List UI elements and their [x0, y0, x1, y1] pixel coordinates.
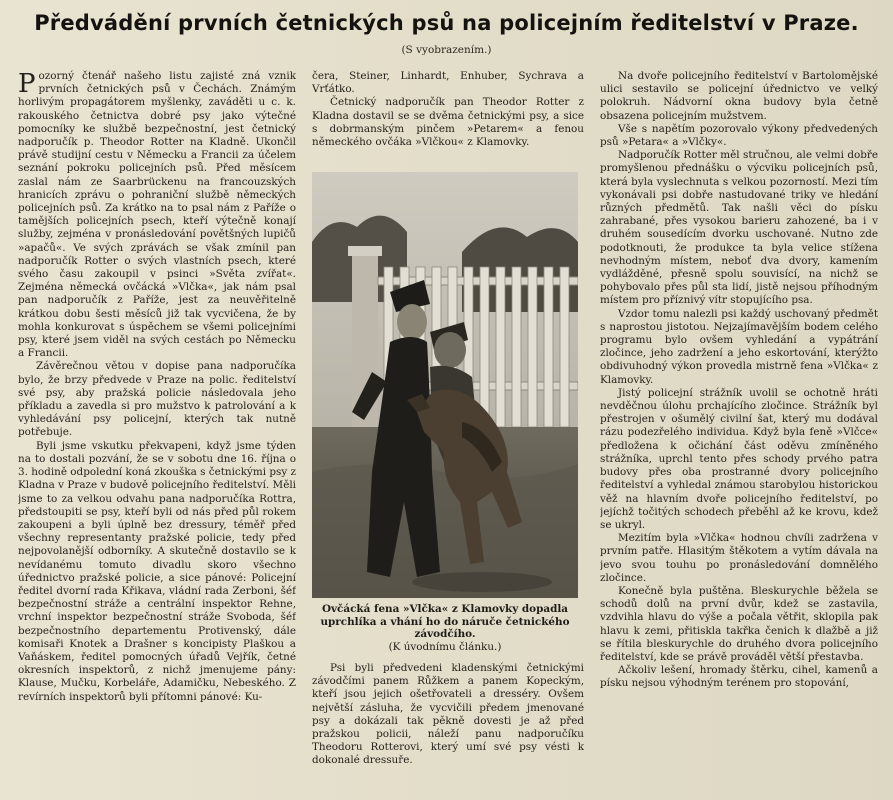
photo-caption: [312, 603, 578, 653]
paragraph: Psi byli předvedeni kladenskými četnickými závodčími panem Růžkem a panem Kopeckým, kteří jsou jejich ošetřovateli a dresséry. Ovšem největší zásluha, že vycvičili předem jmenované psy a dokázali tak pěkně dovesti je až před pražskou policii, náleží panu nadporučíku Theodoru Rotterovi, který umí své psy vésti k dokonalé dressuře.: [312, 662, 584, 767]
paragraph: Pozorný čtenář našeho listu zajisté zná vznik prvních četnických psů v Čechách. Známým horlivým propagátorem myšlenky, zaváděti u c. k. rakouského četnictva dobré psy jako výtečné pomocníky ke službě bezpečnostní, jest četnický nadporučík p. Theodor Rotter na Kladně. Ukončil právě studijní cestu v Německu a Francii za účelem seznání pokroku policejních psů. Před měsícem zaslal nám ze Saarbrückenu na francouzských hranicích zprávu o pohraniční službě německých policejních psů. Za krátko na to psal nám z Paříže o tamějších policejních psech, kteří výtečně konají služby, zejména v pronásledování povětšných lupičů »apačů«. Ve svých zprávách se však zmínil pan nadporučík Rotter o svých vlastních psech, které svého času zakoupil v psinci »Světa zvířat«. Zejména německá ovčácká »Vlčka«, jak nám psal pan nadporučík z Paříže, jest za neuvěřitelně krátkou dobu šesti měsíců již tak vycvičena, že by mohla konkurovat s úspěchem se všemi policejními psy, které jsem viděl na svých cestách po Německu a Francii.: [18, 70, 296, 360]
column-2-top: [312, 70, 584, 170]
paragraph: Byli jsme vskutku překvapeni, když jsme týden na to dostali pozvání, že se v sobotu dne 16. října o 3. hodině odpolední koná zkouška s četnickými psy z Kladna v Praze v budově policejního ředitelství. Měli jsme to za velkou odvahu pana nadporučíka Rottra, předstoupiti se psy, kteří byli od nás před půl rokem zakoupeni a byli úplně bez dressury, téměř před všechny representanty pražské policie, tedy před nejpovolanější odborníky. A skutečně dostavilo se k nevídanému tomuto divadlu skoro všechno úřednictvo pražské policie, a sice pánové: Policejní ředitel dvorní rada Křikava, vládní rada Zerboni, šéf bezpečnostní stráže a centrální inspektor Rehne, vrchní inspektor bezpečnostní stráže Svoboda, šéf bezpečnostního departementu Protivenský, dále komisaři Knotek a Drašner s koncipisty Plaškou a Vaňáskem, ředitel pomocných úřadů Vejřík, četné okresních inspektorů, z nichž jmenujeme pány: Klause, Mučku, Korbeláře, Adamičku, Nebeského. Z revírních inspektorů byli přítomni pánové: Ku-: [18, 439, 296, 703]
paragraph: Vzdor tomu nalezli psi každý uschovaný předmět s naprostou jistotou. Nejzajímavějším bodem celého programu bylo ovšem vyhledání a vypátrání zločince, jeho zadržení a jeho eskortování, kterýžto obdivuhodný výkon provedla mistrně fena »Vlčka« z Klamovky.: [600, 307, 878, 386]
paragraph: Četnický nadporučík pan Theodor Rotter z Kladna dostavil se se dvěma četnickými psy, a sice s dobrmanským pinčem »Petarem« a fenou německého ovčáka »Vlčkou« z Klamovky.: [312, 96, 584, 149]
article-title: Předvádění prvních četnických psů na policejním ředitelství v Praze.: [34, 11, 859, 35]
drop-cap: P: [18, 70, 36, 99]
paragraph: Mezitím byla »Vlčka« hodnou chvíli zadržena v prvním patře. Hlasitým štěkotem a vytím dávala na jevo svou touhu po pronásledování domnělého zločince.: [600, 532, 878, 584]
column-1: [18, 70, 296, 795]
caption-note: (K úvodnímu článku.): [388, 640, 502, 653]
photo-dog-and-officers: [312, 172, 578, 598]
paragraph: Na dvoře policejního ředitelství v Bartolomějské ulici sestavilo se policejní úřednictvo ve velký polokruh. Nádvorní okna budovy byla četně obsazena policejním mužstvem.: [600, 70, 878, 122]
paragraph: Vše s napětím pozorovalo výkony předvedených psů »Petara« a »Vlčky«.: [600, 122, 878, 149]
paragraph: Nadporučík Rotter měl stručnou, ale velmi dobře promyšlenou přednášku o výcviku policejních psů, která byla vyslechnuta s velkou pozorností. Mezi tím vykonávali psi dobře nastudované triky ve hledání různých předmětů. Tak našli věci do písku zahrabané, přes vysokou barieru zahozené, ba i v druhém sousedícím dvorku uschované. Nutno zde podotknouti, že produkce ta byla velice stížena nevhodným místem, neboť dva dvory, kamením vydlážděné, přesně spolu souvisící, na nichž se pohybovalo přes půl sta lidí, jistě nejsou příhodným místem pro příznivý vítr stopujícího psa.: [600, 149, 878, 307]
paragraph: Jistý policejní strážník uvolil se ochotně hráti nevděčnou úlohu prchajícího zločince. Strážník byl přestrojen v ošumělý civilní šat, který mu dodával rázu podezřelého individua. Když byla feně »Vlčce« předložena k očichání část oděvu zmíněného strážníka, uprchl tento přes schody prvého patra budovy přes oba prostranné dvory policejního ředitelství a vyhledal známou starobylou historickou věž na hlavním dvoře policejního ředitelství, po jejíchž točitých schodech přeběhl až ke krovu, kdež se ukryl.: [600, 386, 878, 531]
paragraph: čera, Steiner, Linhardt, Enhuber, Sychrava a Vrťátko.: [312, 70, 584, 96]
paragraph: Závěrečnou větou v dopise pana nadporučíka bylo, že brzy předvede v Praze na polic. ředitelství své psy, aby pražská policie následovala jeho příkladu a zavedla si pro mužstvo k patrolování a k vyhledávání psy policejní, kterých tak nutně potřebuje.: [18, 360, 296, 439]
column-3: [600, 70, 878, 795]
article-subtitle: (S vyobrazením.): [401, 44, 492, 56]
paragraph: Konečně byla puštěna. Bleskurychle běžela se schodů dolů na první dvůr, kdež se zastavila, vzdvihla hlavu do výše a počala větřit, sklopila pak hlavu k zemi, přitiskla takřka čenich k dlažbě a již se řítila bleskurychle do druhého dvora policejního ředitelství, kde se právě prováděl větší přestavba.: [600, 584, 878, 663]
caption-text: Ovčácká fena »Vlčka« z Klamovky dopadla uprchlíka a vhání ho do náruče četnického závodčího.: [320, 603, 570, 640]
column-2-bottom: [312, 662, 584, 792]
photo-illustration: [312, 172, 578, 598]
paragraph: Ačkoliv lešení, hromady štěrku, cihel, kamenů a písku nejsou výhodným terénem pro stopování,: [600, 664, 878, 690]
